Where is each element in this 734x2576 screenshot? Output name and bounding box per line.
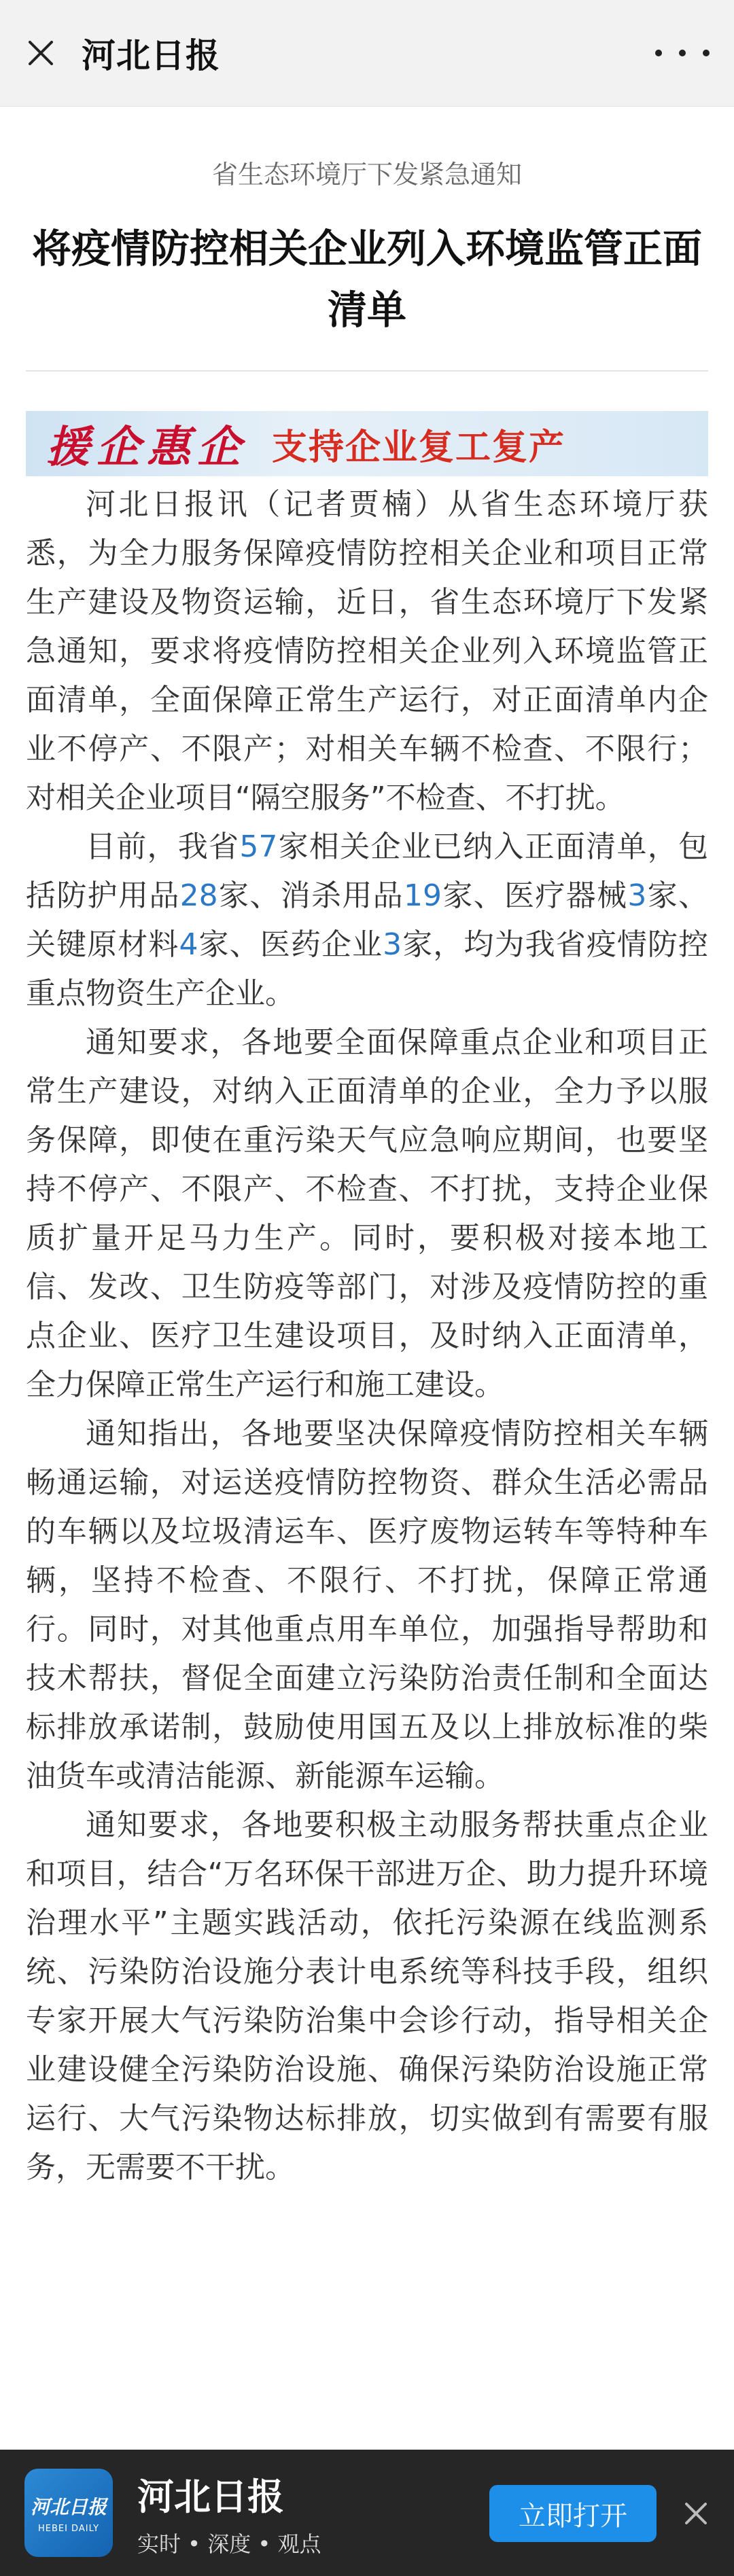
article-headline: 将疫情防控相关企业列入环境监管正面清单	[31, 226, 702, 333]
more-dot-icon	[703, 50, 710, 56]
app-name: 河北日报	[137, 2475, 284, 2518]
more-dot-icon	[655, 50, 662, 56]
banner-calligraphy: 援企惠企	[46, 422, 247, 473]
close-button[interactable]	[0, 0, 82, 106]
article-body	[26, 480, 708, 2192]
stat-number: 3	[627, 878, 647, 913]
page-title: 河北日报	[82, 36, 220, 75]
paragraph: 通知要求，各地要积极主动服务帮扶重点企业和项目，结合“万名环保干部进万企、助力提升环境治理水平”主题实践活动，依托污染源在线监测系统、污染防治设施分表计电系统等科技手段，组织专家开展大气污染防治集中会诊行动，指导相关企业建设健全污染防治设施、确保污染防治设施正常运行、大气污染物达标排放，切实做到有需要有服务，无需要不干扰。	[26, 1808, 708, 2185]
stat-number: 4	[179, 927, 198, 962]
paragraph-stats: 目前，我省57家相关企业已纳入正面清单，包括防护用品28家、消杀用品19家、医疗器械3家、关键原材料4家、医药企业3家，均为我省疫情防控重点物资生产企业。	[26, 829, 709, 1011]
more-options-button[interactable]	[655, 34, 710, 72]
app-logo: 河北日报 HEBEI DAILY	[24, 2469, 113, 2557]
banner-slogan: 支持企业复工复产	[272, 427, 566, 468]
more-dot-icon	[679, 50, 686, 56]
paragraph: 通知指出，各地要坚决保障疫情防控相关车辆畅通运输，对运送疫情防控物资、群众生活必需品的车辆以及垃圾清运车、医疗废物运转车等特种车辆，坚持不检查、不限行、不打扰，保障正常通行。同时，对其他重点用车单位，加强指导帮助和技术帮扶，督促全面建立污染防治责任制和全面达标排放承诺制，鼓励使用国五及以上排放标准的柴油货车或清洁能源、新能源车运输。	[26, 1416, 708, 1793]
article	[26, 106, 708, 2192]
stat-number: 19	[404, 878, 442, 913]
app-download-bar	[0, 2450, 734, 2576]
article-banner-image	[26, 411, 708, 476]
stat-number: 3	[383, 927, 402, 962]
stat-number: 28	[179, 878, 218, 913]
close-icon	[24, 37, 57, 69]
paragraph: 通知要求，各地要全面保障重点企业和项目正常生产建设，对纳入正面清单的企业，全力予以服务保障，即使在重污染天气应急响应期间，也要坚持不停产、不限产、不检查、不打扰，支持企业保质扩量开足马力生产。同时，要积极对接本地工信、发改、卫生防疫等部门，对涉及疫情防控的重点企业、医疗卫生建设项目，及时纳入正面清单，全力保障正常生产运行和施工建设。	[26, 1025, 708, 1402]
close-icon[interactable]	[680, 2497, 712, 2530]
app-promo-text	[137, 2468, 321, 2558]
article-kicker: 省生态环境厅下发紧急通知	[211, 160, 522, 190]
app-tagline: 实时 • 深度 • 观点	[137, 2530, 321, 2557]
paragraph: 河北日报讯（记者贾楠）从省生态环境厅获悉，为全力服务保障疫情防控相关企业和项目正常生产建设及物资运输，近日，省生态环境厅下发紧急通知，要求将疫情防控相关企业列入环境监管正面清单，全面保障正常生产运行，对正面清单内企业不停产、不限产；对相关车辆不检查、不限行；对相关企业项目“隔空服务”不检查、不打扰。	[26, 487, 708, 815]
open-app-button[interactable]: 立即打开	[489, 2485, 657, 2542]
top-nav-bar	[0, 0, 734, 107]
divider	[26, 370, 708, 372]
stat-number: 57	[239, 829, 278, 864]
